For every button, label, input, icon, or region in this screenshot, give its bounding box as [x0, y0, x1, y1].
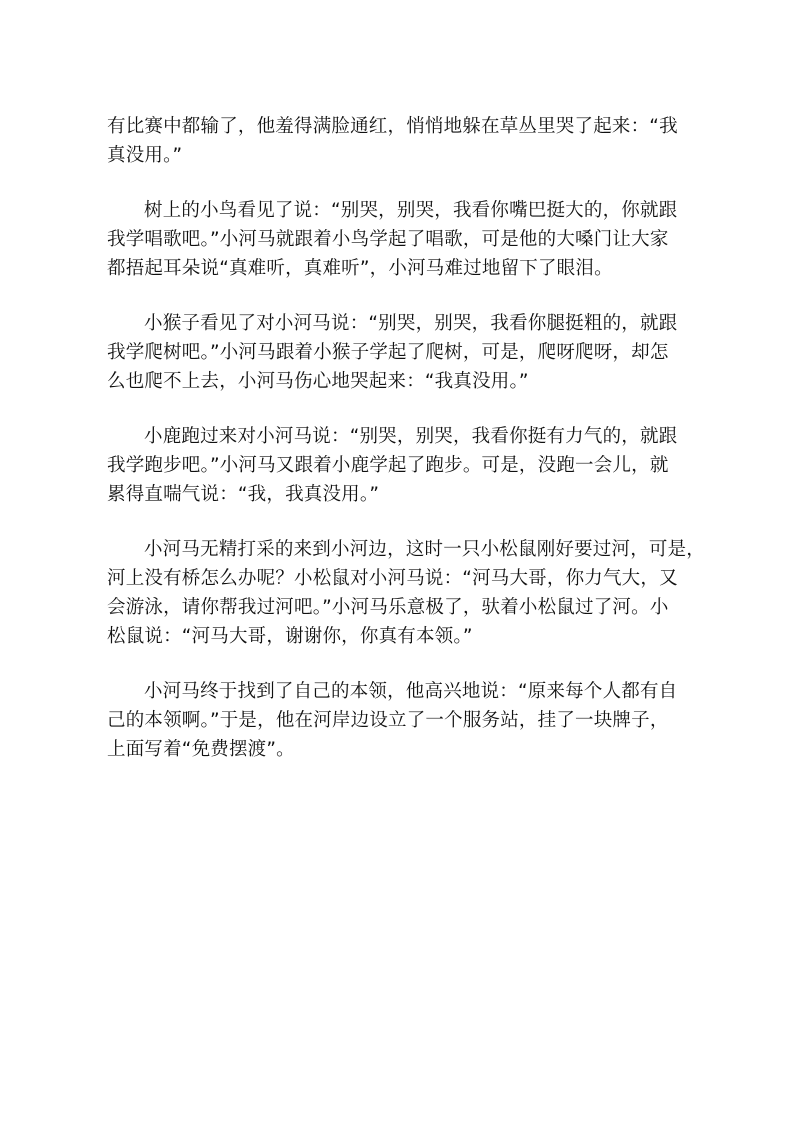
- text-line: 我学跑步吧。”小河马又跟着小鹿学起了跑步。可是，没跑一会儿，就: [107, 455, 669, 476]
- text-line: 树上的小鸟看见了说：“别哭，别哭，我看你嘴巴挺大的，你就跟: [144, 200, 678, 221]
- text-line: 小猴子看见了对小河马说：“别哭，别哭，我看你腿挺粗的，就跟: [144, 313, 678, 334]
- text-line: 我学唱歌吧。”小河马就跟着小鸟学起了唱歌，可是他的大嗓门让大家: [107, 229, 669, 250]
- text-line: 河上没有桥怎么办呢？小松鼠对小河马说：“河马大哥，你力气大，又: [107, 568, 678, 589]
- paragraph-4: [107, 422, 697, 509]
- text-line: 累得直喘气说：“我，我真没用。”: [107, 484, 380, 505]
- text-line: 松鼠说：“河马大哥，谢谢你，你真有本领。”: [107, 626, 473, 647]
- text-line: 都捂起耳朵说“真难听，真难听”，小河马难过地留下了眼泪。: [107, 258, 613, 279]
- text-line: 己的本领啊。”于是，他在河岸边设立了一个服务站，挂了一块牌子，: [107, 710, 669, 731]
- text-line: 么也爬不上去，小河马伤心地哭起来：“我真没用。”: [107, 371, 529, 392]
- text-line: 我学爬树吧。”小河马跟着小猴子学起了爬树，可是，爬呀爬呀，却怎: [107, 342, 669, 363]
- text-line: 上面写着“免费摆渡”。: [107, 739, 295, 760]
- paragraph-3: [107, 309, 697, 396]
- text-line: 小河马无精打采的来到小河边，这时一只小松鼠刚好要过河，可是，: [144, 539, 706, 560]
- paragraph-6: [107, 677, 697, 764]
- text-line: 小鹿跑过来对小河马说：“别哭，别哭，我看你挺有力气的，就跟: [144, 426, 678, 447]
- story-text: [107, 112, 706, 790]
- paragraph-5: [107, 535, 706, 651]
- paragraph-2: [107, 196, 697, 283]
- text-line: 会游泳，请你帮我过河吧。”小河马乐意极了，驮着小松鼠过了河。小: [107, 597, 669, 618]
- text-line: 小河马终于找到了自己的本领，他高兴地说：“原来每个人都有自: [144, 681, 678, 702]
- text-line: 真没用。”: [107, 145, 183, 166]
- paragraph-1: [107, 112, 697, 170]
- text-line: 有比赛中都输了，他羞得满脸通红，悄悄地躲在草丛里哭了起来：“我: [107, 116, 678, 137]
